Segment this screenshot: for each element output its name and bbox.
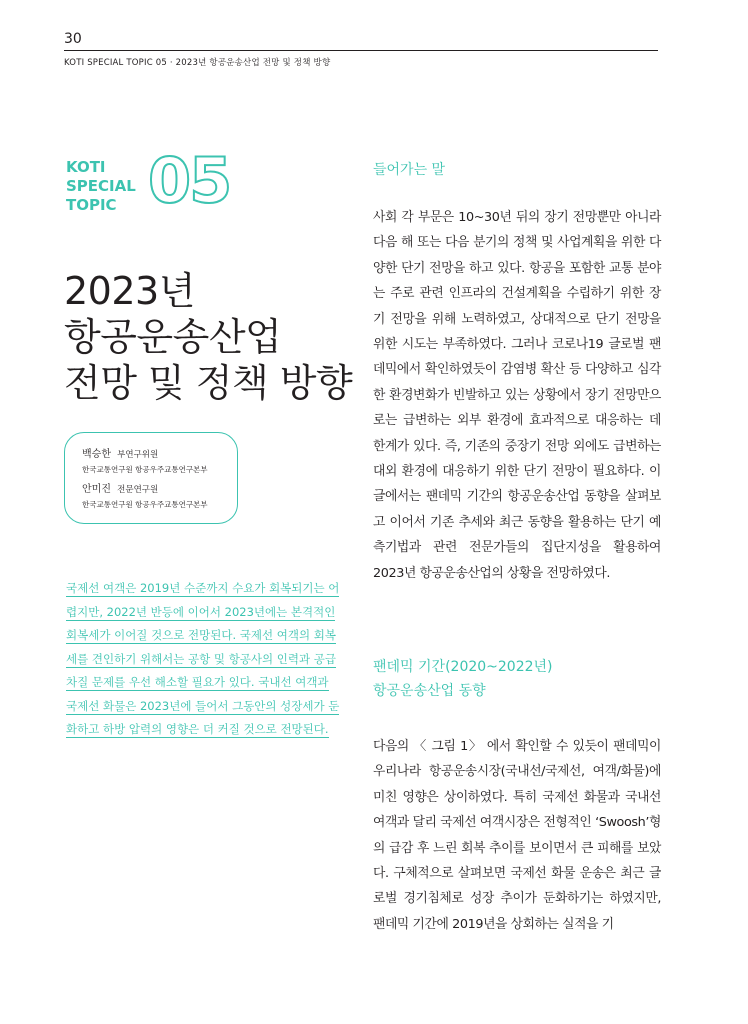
author-role: 부연구위원: [117, 450, 159, 460]
author: [82, 445, 208, 475]
section-heading-line: 항공운송산업 동향: [373, 683, 486, 699]
author-affiliation: 한국교통연구원 항공우주교통연구본부: [82, 500, 208, 509]
author-role: 전문연구원: [117, 485, 159, 495]
section-intro-heading-block: [373, 158, 661, 182]
authors-box: [64, 432, 238, 524]
article-title: [64, 268, 364, 406]
title-line: 항공운송산업: [64, 315, 282, 359]
section-heading: 들어가는 말: [373, 162, 446, 178]
title-line: 전망 및 정책 방향: [64, 361, 353, 405]
author-name: 백승한: [82, 449, 111, 460]
page-number: 30: [64, 31, 82, 47]
section-trend-body-block: [373, 734, 661, 937]
summary-text: 국제선 여객은 2019년 수준까지 수요가 회복되기는 어렵지만, 2022년 반등에 이어서 2023년에는 본격적인 회복세가 이어질 것으로 전망된다. 국제선 여객의 회복세를 견인하기 위해서는 공항 및 항공사의 인력과 공급 차질 문제를 우선 해소할 필요가 있다. 국내선 여객과 국제선 화물은 2023년에 들어서 그동안의 성장세가 둔화하고 하방 압력의 영향은 더 커질 것으로 전망된다.: [66, 581, 340, 736]
section-heading-line: 팬데믹 기간(2020~2022년): [373, 659, 553, 675]
body-paragraph: 사회 각 부문은 10~30년 뒤의 장기 전망뿐만 아니라 다음 해 또는 다음 분기의 정책 및 사업계획을 위한 다양한 단기 전망을 하고 있다. 항공을 포함한 교통 분야는 주로 관련 인프라의 건설계획을 수립하기 위한 장기 전망을 위해 노력하였고, 상대적으로 단기 전망을 위한 시도는 부족하였다. 그러나 코로나19 글로벌 팬데믹에서 확인하였듯이 감염병 확산 등 다양하고 심각한 환경변화가 빈발하고 있는 상황에서 장기 전망만으로는 급변하는 외부 환경에 효과적으로 대응하는 데 한계가 있다. 즉, 기존의 중장기 전망 외에도 급변하는 대외 환경에 대응하기 위한 단기 전망이 필요하다. 이 글에서는 팬데믹 기간의 항공운송산업 동향을 살펴보고 이어서 기존 추세와 최근 동향을 활용하는 단기 예측기법과 관련 전문가들의 집단지성을 활용하여 2023년 항공운송산업의 상황을 전망하였다.: [373, 210, 661, 581]
topic-label: [66, 158, 156, 215]
section-intro-body-block: [373, 205, 661, 586]
topic-label-line: TOPIC: [66, 196, 117, 214]
topic-label-line: SPECIAL: [66, 177, 136, 195]
author: [82, 480, 208, 510]
header-divider: [64, 50, 658, 51]
section-trend-heading-block: [373, 655, 661, 703]
section-heading: [373, 655, 661, 703]
topic-label-line: KOTI: [66, 158, 106, 176]
topic-number: 05: [148, 144, 231, 217]
body-paragraph: 다음의 〈 그림 1〉 에서 확인할 수 있듯이 팬데믹이 우리나라 항공운송시장(국내선/국제선, 여객/화물)에 미친 영향은 상이하였다. 특히 국제선 화물과 국내선 여객과 달리 국제선 여객시장은 전형적인 ‘Swoosh’형의 급감 후 느린 회복 추이를 보이면서 큰 피해를 보았다. 구체적으로 살펴보면 국제선 화물 운송은 최근 글로벌 경기침체로 성장 추이가 둔화하기는 하였지만, 팬데믹 기간에 2019년을 상회하는 실적을 기: [373, 739, 661, 932]
author-name: 안미진: [82, 484, 111, 495]
running-header: KOTI SPECIAL TOPIC 05 · 2023년 항공운송산업 전망 및 정책 방향: [64, 58, 331, 68]
title-line: 2023년: [64, 269, 195, 313]
author-affiliation: 한국교통연구원 항공우주교통연구본부: [82, 465, 208, 474]
summary-box: [66, 577, 341, 742]
